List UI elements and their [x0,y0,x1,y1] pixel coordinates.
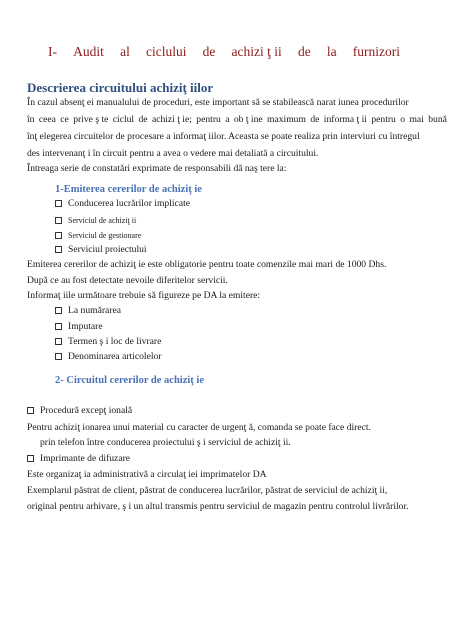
title-word: la [326,44,337,59]
subsection-heading: 1-Emiterea cererilor de achiziţ ie [55,184,202,195]
paragraph-line: Pentru achiziţ ionarea unui material cu caracter de urgenţ ă, comanda se poate face direct. [27,422,371,433]
list-item-label: Conducerea lucrărilor implicate [68,198,190,209]
list-item [55,198,190,210]
list-item [55,230,141,242]
section-heading: Descrierea circuitului achiziţ iilor [27,80,214,95]
checkbox-bullet-icon [27,455,34,462]
list-item [55,321,103,333]
list-item-label: Serviciul de achiziţ ii [68,216,137,225]
paragraph-line: original pentru arhivare, ş i un altul transmis pentru serviciul de magazin pentru controlul livrărilor. [27,501,409,512]
word: mai [409,114,424,125]
list-item [55,215,136,227]
list-item-label: Termen ş i loc de livrare [68,336,162,347]
word: de [138,114,148,125]
word: a [225,114,230,125]
checkbox-bullet-icon [55,323,62,330]
checkbox-bullet-icon [55,307,62,314]
list-item [55,351,162,363]
word: pentru [371,114,396,125]
word: bună [428,114,447,125]
paragraph-line: Exemplarul păstrat de client, păstrat de conducerea lucrărilor, păstrat de serviciul de achiziţ ii, [27,485,388,496]
word: ceea [38,114,56,125]
list-item-label: Denominarea articolelor [68,351,162,362]
title-word: al [120,44,130,59]
paragraph-line: După ce au fost detectate nevoile diferitelor servicii. [27,275,228,286]
checkbox-bullet-icon [55,217,62,224]
word: de [310,114,320,125]
list-item-label: Serviciul proiectului [68,244,147,255]
word: ce [60,114,69,125]
page-title [48,44,400,60]
list-item-label: Imputare [68,321,103,332]
subsection-heading: 2- Circuitul cererilor de achiziţ ie [55,375,204,386]
checkbox-bullet-icon [55,353,62,360]
checkbox-bullet-icon [55,200,62,207]
list-item [27,405,132,417]
title-word: ciclului [145,44,187,59]
paragraph-line: Întreaga serie de constatări exprimate de responsabili dă naş tere la: [27,163,287,174]
title-word: Audit [73,44,104,59]
list-item-label: La numărarea [68,305,121,316]
word: ciclul [112,114,135,125]
checkbox-bullet-icon [55,246,62,253]
checkbox-bullet-icon [55,232,62,239]
title-word: furnizori [352,44,400,59]
word: în [27,114,35,125]
list-item-label: Serviciul de gestionare [68,231,142,240]
title-word: achizi ţ ii [231,44,282,59]
paragraph-line: des intervenanţ i în circuit pentru a avea o vedere mai detaliată a circuitului. [27,148,319,159]
word: pentru [196,114,221,125]
list-item [55,336,161,348]
word: achizi ţ ie; [151,114,192,125]
paragraph-line: Este organizaţ ia administrativă a circulaţ iei imprimatelor DA [27,469,267,480]
word: informa ţ ii [323,114,367,125]
word: ob ţ ine [233,114,263,125]
paragraph-line-justified [27,114,447,126]
list-item [55,305,121,317]
word: prive ş te [73,114,109,125]
list-item-label: Procedură excepţ ională [40,405,133,416]
paragraph-line: înţ elegerea circuitelor de procesare a informaţ iilor. Aceasta se poate realiza prin interviuri cu întregul [27,131,420,142]
list-item-label: Imprimante de difuzare [40,453,131,464]
paragraph-line: Informaţ iile următoare trebuie să figureze pe DA la emitere: [27,290,261,301]
word: maximum [267,114,306,125]
checkbox-bullet-icon [27,407,34,414]
title-word: de [202,44,216,59]
list-item [55,244,147,256]
title-word: de [297,44,311,59]
checkbox-bullet-icon [55,338,62,345]
title-word: I- [48,44,57,59]
paragraph-line: prin telefon între conducerea proiectului ş i serviciul de achiziţ ii. [40,437,291,448]
paragraph-line: În cazul absenţ ei manualului de proceduri, este important să se stabilească narat iunea procedurilor [27,97,409,108]
list-item [27,453,130,465]
paragraph-line: Emiterea cererilor de achiziţ ie este obligatorie pentru toate comenzile mai mari de 1000 Dhs. [27,259,387,270]
word: o [400,114,406,125]
